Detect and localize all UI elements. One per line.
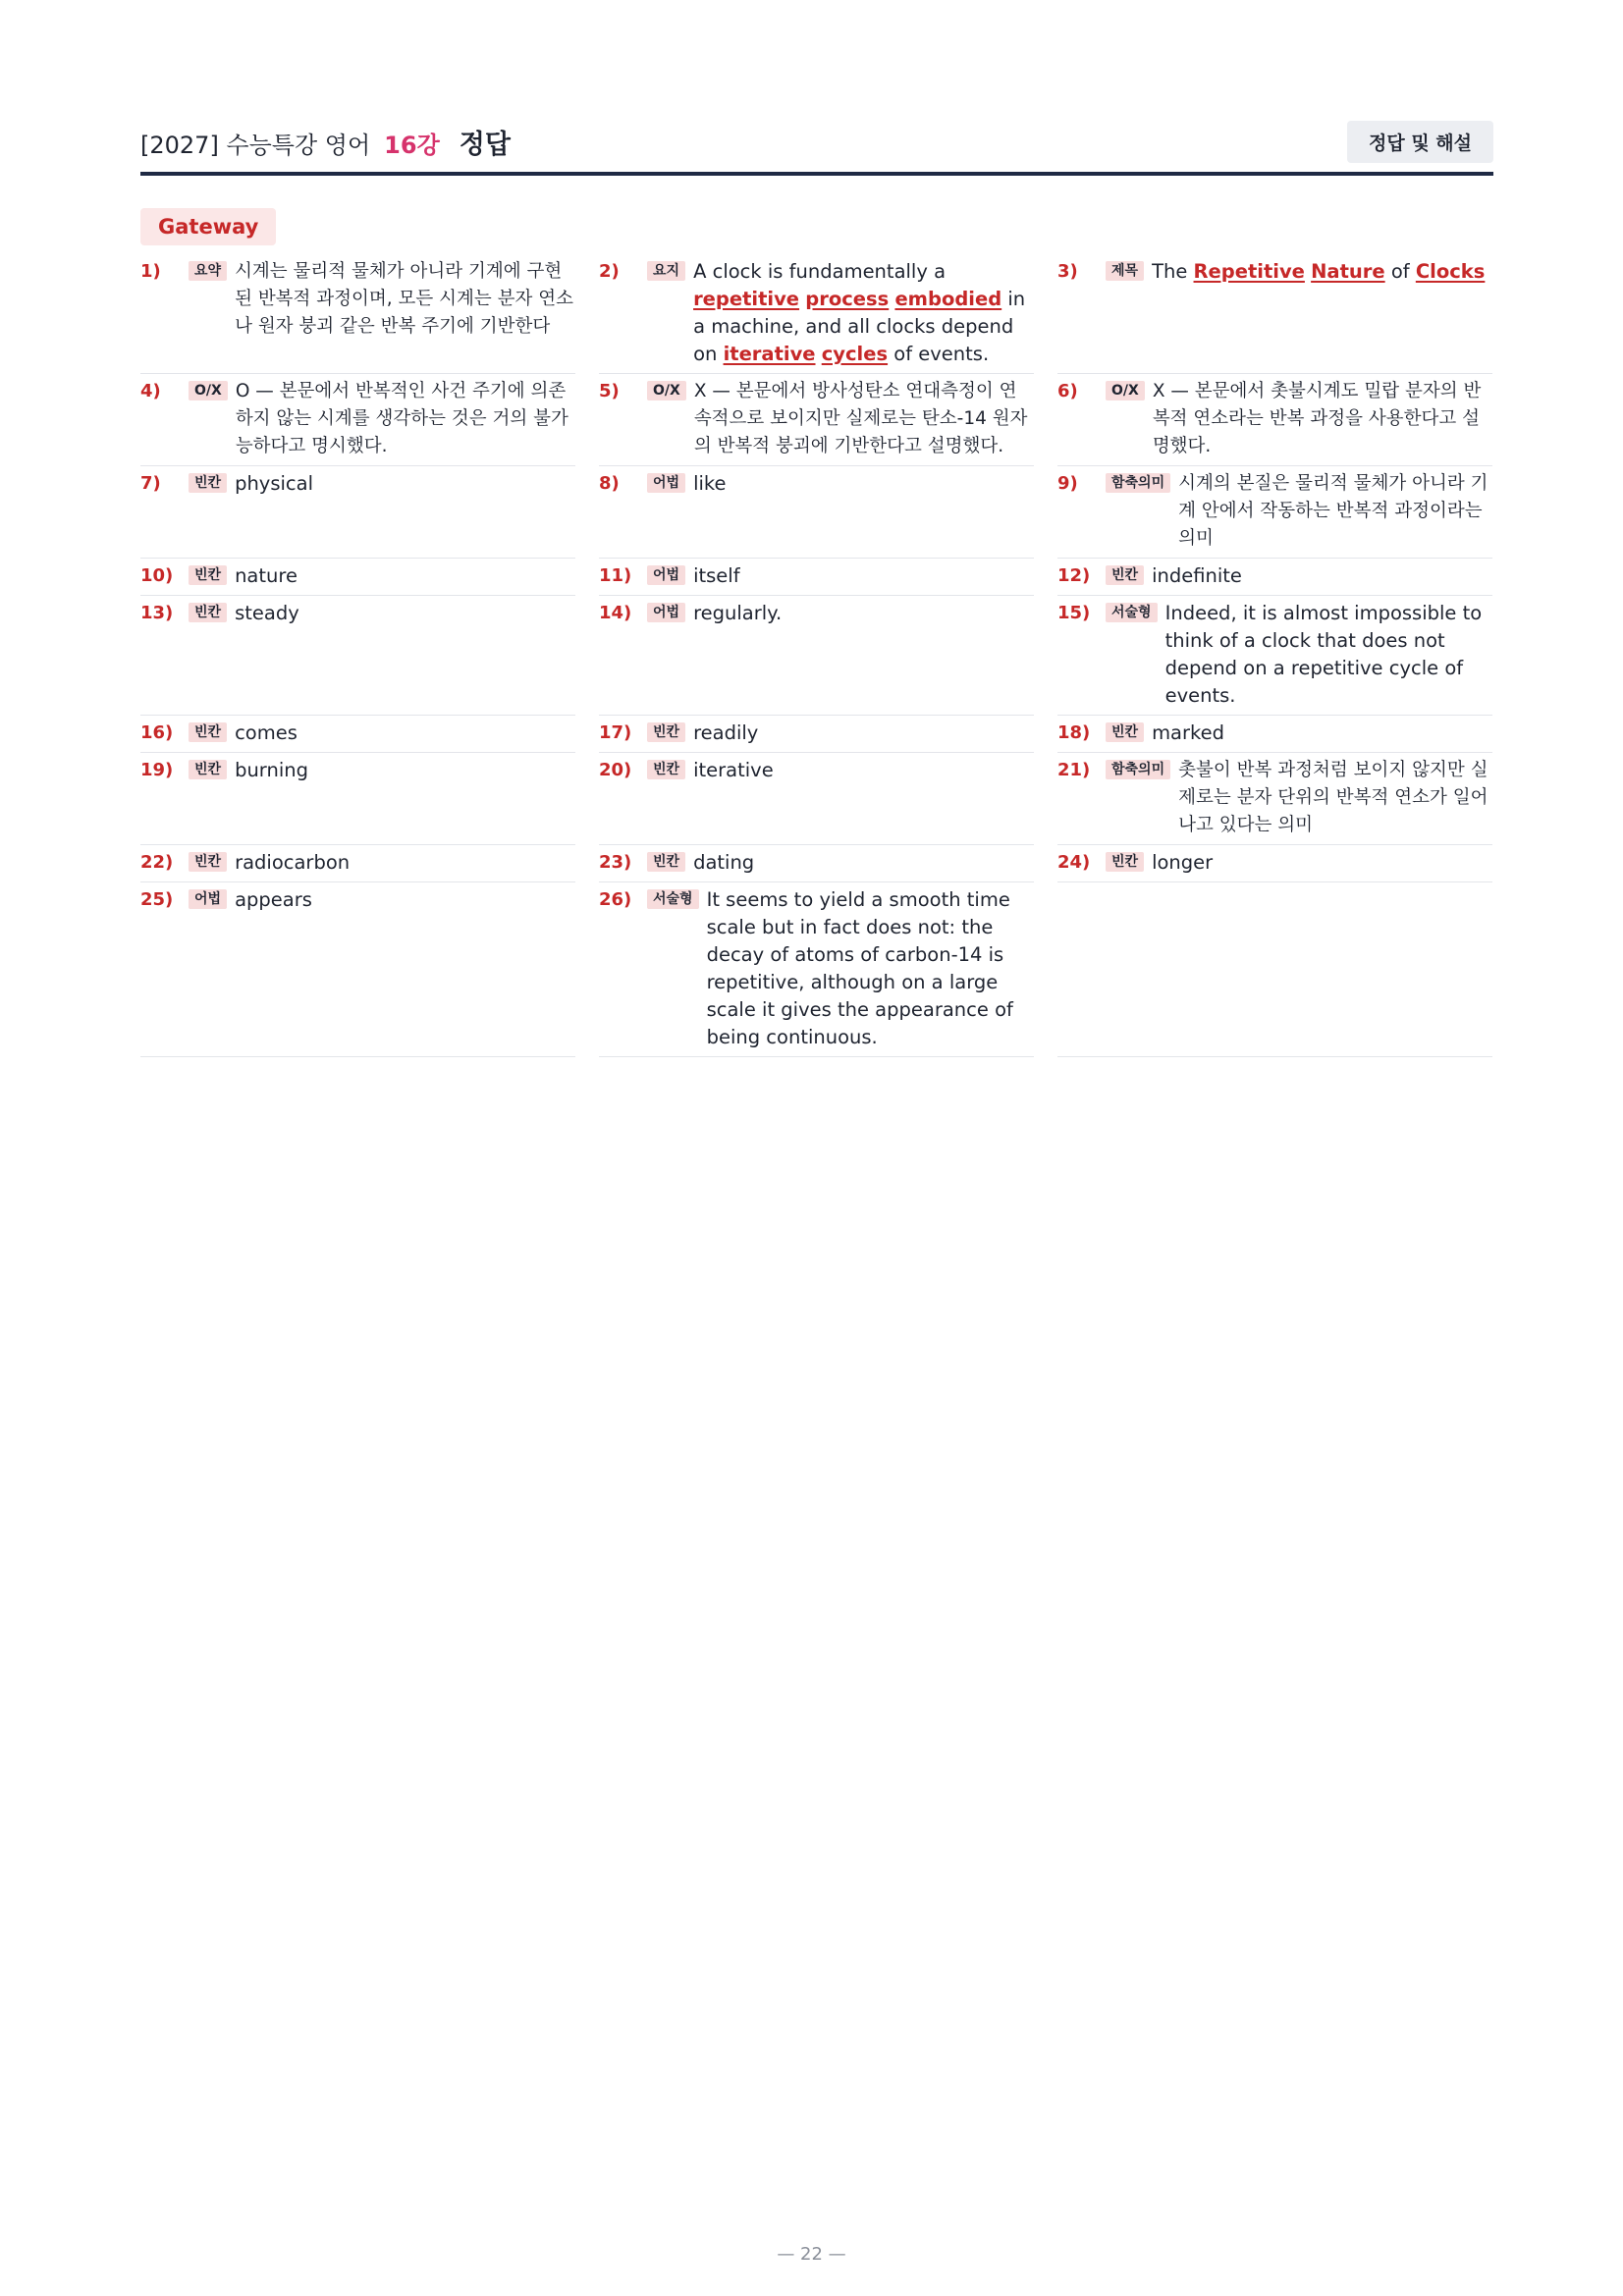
question-type-tag: 빈칸 [647,722,685,742]
answer-item [599,596,1034,716]
answer-text [693,258,1034,368]
answer-item [599,753,1034,845]
question-type-tag: 서술형 [647,889,699,909]
answer-item [1057,753,1492,845]
answer-item [599,559,1034,596]
answer-item [140,466,575,559]
answer-number: 24) [1057,852,1091,873]
answer-number: 2) [599,261,620,282]
answer-number: 7) [140,473,161,494]
page-number: — 22 — [777,2244,846,2265]
answer-number: 9) [1057,473,1078,494]
highlighted-keyword: process [805,288,890,310]
answer-item [599,716,1034,753]
answer-explanation-badge: 정답 및 해설 [1347,121,1493,163]
section-label: Gateway [140,208,276,245]
answer-text-segment: The [1152,260,1194,283]
answer-item [599,374,1034,466]
question-type-tag: O/X [189,381,228,400]
answer-text: comes [235,721,298,744]
page-header [140,116,1493,167]
question-type-tag: 어법 [647,473,685,493]
answer-number: 8) [599,473,620,494]
header-title-group [140,123,511,161]
answer-item [1057,559,1492,596]
question-type-tag: 빈칸 [1106,565,1144,585]
answer-text: nature [235,564,298,587]
highlighted-keyword: Repetitive [1193,260,1305,283]
question-type-tag: 함축의미 [1106,760,1170,779]
question-type-tag: 요지 [647,261,685,281]
answer-item [1057,845,1492,882]
answer-number: 25) [140,889,174,910]
answer-item [1057,254,1492,374]
book-title: [2027] 수능특강 영어 [140,131,371,159]
answer-number: 14) [599,603,632,623]
answer-item [1057,374,1492,466]
answer-number: 26) [599,889,632,910]
answer-item [140,374,575,466]
answer-number: 15) [1057,603,1091,623]
answer-text: burning [235,759,308,781]
answer-number: 20) [599,760,632,780]
answer-text: radiocarbon [235,851,351,874]
answer-text: dating [693,851,755,874]
answer-text-segment: A clock is fundamentally a [693,260,947,283]
answer-number: 11) [599,565,632,586]
answer-number: 6) [1057,381,1078,401]
answer-text-segment: in a machine, and all clocks depend on [693,288,1026,365]
highlighted-keyword: repetitive [693,288,800,310]
question-type-tag: 빈칸 [189,722,227,742]
answer-text: appears [235,888,312,911]
answer-number: 13) [140,603,174,623]
highlighted-keyword: Nature [1311,260,1385,283]
answer-number: 21) [1057,760,1091,780]
answer-text: like [693,472,727,495]
answer-item [140,882,575,1057]
answer-text: X — 본문에서 촛불시계도 밀랍 분자의 반복적 연소라는 반복 과정을 사용한다고 설명했다. [1152,381,1482,456]
answer-text: 촛불이 반복 과정처럼 보이지 않지만 실제로는 분자 단위의 반복적 연소가 일어나고 있다는 의미 [1178,760,1488,835]
answer-text: marked [1152,721,1224,744]
question-type-tag: O/X [1106,381,1145,400]
question-type-tag: O/X [647,381,686,400]
question-type-tag: 빈칸 [189,473,227,493]
highlighted-keyword: Clocks [1415,260,1486,283]
answer-item [140,596,575,716]
answer-number: 4) [140,381,161,401]
answer-text: longer [1152,851,1214,874]
answer-text-segment: of [1384,260,1416,283]
question-type-tag: 요약 [189,261,227,281]
answer-number: 12) [1057,565,1091,586]
answer-item [1057,596,1492,716]
answer-text: O — 본문에서 반복적인 사건 주기에 의존하지 않는 시계를 생각하는 것은 거의 불가능하다고 명시했다. [235,381,568,456]
highlighted-keyword: cycles [821,343,889,365]
answer-number: 22) [140,852,174,873]
empty-answer-cell [1057,882,1492,1057]
answer-text: physical [235,472,314,495]
answer-item [599,254,1034,374]
question-type-tag: 빈칸 [1106,852,1144,872]
answer-text: 시계의 본질은 물리적 물체가 아니라 기계 안에서 작동하는 반복적 과정이라는 의미 [1178,473,1488,549]
answer-text: readily [693,721,759,744]
highlighted-keyword: embodied [894,288,1002,310]
answer-number: 23) [599,852,632,873]
question-type-tag: 빈칸 [647,852,685,872]
header-divider [140,172,1493,176]
lesson-number: 16강 [384,131,440,159]
answer-number: 18) [1057,722,1091,743]
answer-item [599,466,1034,559]
question-type-tag: 빈칸 [1106,722,1144,742]
answer-number: 17) [599,722,632,743]
answer-item [140,254,575,374]
answer-number: 16) [140,722,174,743]
answer-number: 19) [140,760,174,780]
question-type-tag: 어법 [647,603,685,622]
question-type-tag: 빈칸 [189,603,227,622]
question-type-tag: 제목 [1106,261,1144,281]
answer-item [140,753,575,845]
question-type-tag: 어법 [647,565,685,585]
answer-text: 시계는 물리적 물체가 아니라 기계에 구현된 반복적 과정이며, 모든 시계는 분자 연소나 원자 붕괴 같은 반복 주기에 기반한다 [235,261,574,337]
answer-item [1057,466,1492,559]
answer-item [140,716,575,753]
answer-text [1152,258,1492,286]
answer-number: 3) [1057,261,1078,282]
answer-text: It seems to yield a smooth time scale but in fact does not: the decay of atoms of carbon-14 is repetitive, although on a large scale it gives the appearance of being continuous. [706,888,1013,1048]
answer-text: Indeed, it is almost impossible to think of a clock that does not depend on a repetitive cycle of events. [1164,602,1483,707]
answer-grid [140,254,1493,1057]
answer-text: indefinite [1152,564,1242,587]
answer-text: iterative [693,759,774,781]
answer-heading: 정답 [459,129,511,160]
answer-number: 10) [140,565,174,586]
answer-item [140,845,575,882]
question-type-tag: 빈칸 [189,852,227,872]
question-type-tag: 빈칸 [189,760,227,779]
answer-number: 5) [599,381,620,401]
question-type-tag: 빈칸 [189,565,227,585]
question-type-tag: 빈칸 [647,760,685,779]
question-type-tag: 서술형 [1106,603,1158,622]
answer-item [1057,716,1492,753]
answer-text: itself [693,564,740,587]
answer-number: 1) [140,261,161,282]
answer-text: steady [235,602,299,624]
answer-text: X — 본문에서 방사성탄소 연대측정이 연속적으로 보이지만 실제로는 탄소-14 원자의 반복적 붕괴에 기반한다고 설명했다. [693,381,1028,456]
highlighted-keyword: iterative [723,343,816,365]
question-type-tag: 함축의미 [1106,473,1170,493]
answer-item [599,882,1034,1057]
question-type-tag: 어법 [189,889,227,909]
answer-item [140,559,575,596]
answer-text: regularly. [693,602,783,624]
answer-text-segment: of events. [888,343,990,365]
answer-item [599,845,1034,882]
